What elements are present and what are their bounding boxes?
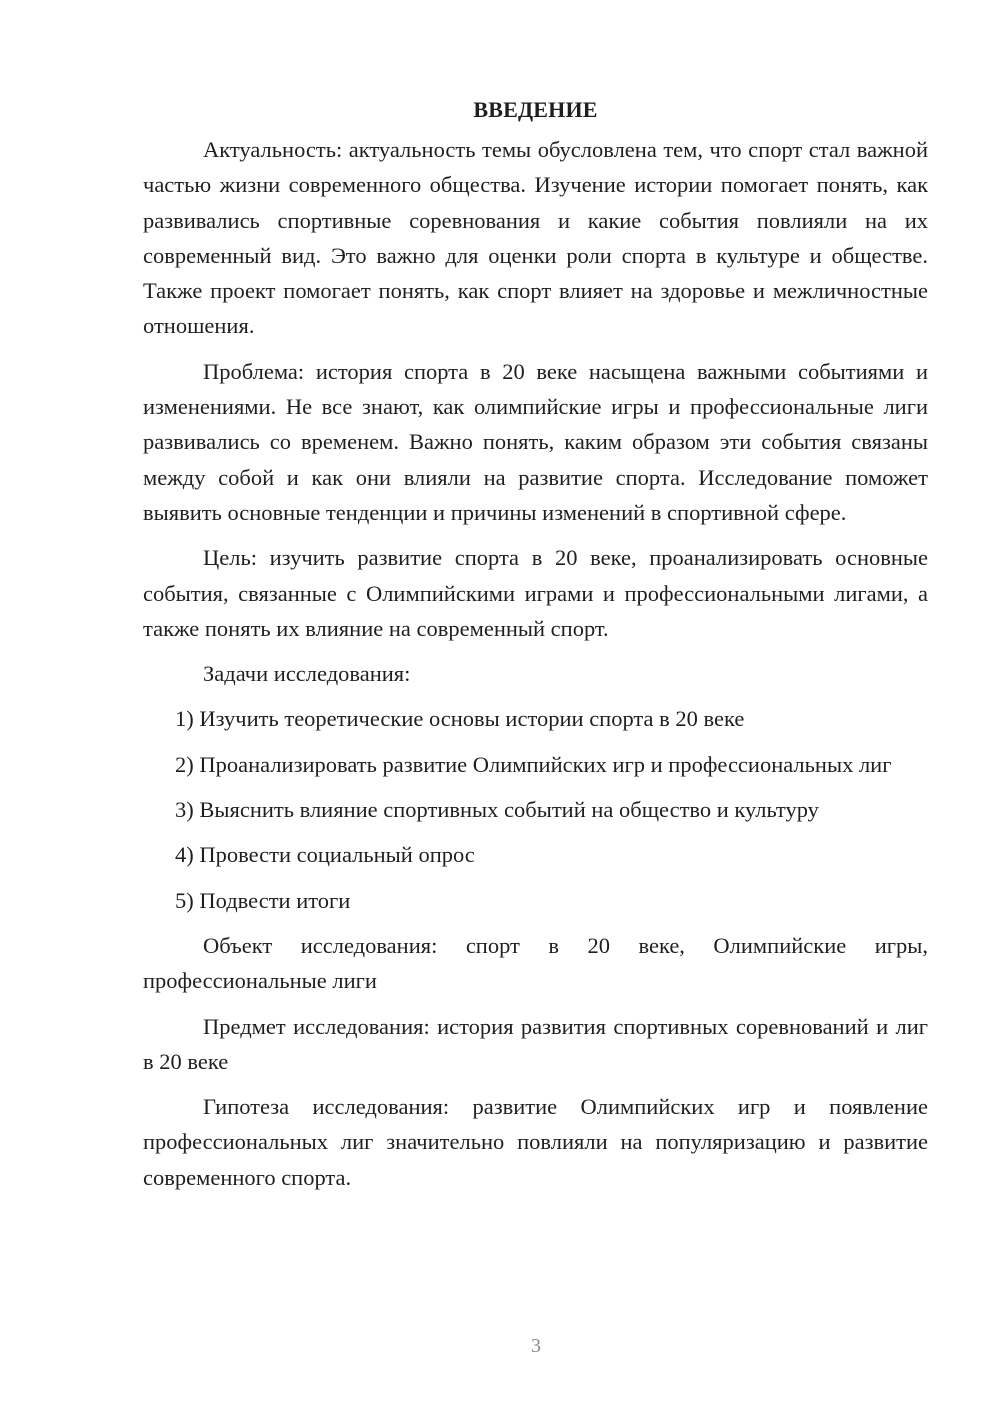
paragraph-relevance: Актуальность: актуальность темы обусловлена тем, что спорт стал важной частью жизни современного общества. Изучение истории помогает понять, как развивались спортивные соревнования и какие события повлияли на их современный вид. Это важно для оценки роли спорта в культуре и обществе. Также проект помогает понять, как спорт влияет на здоровье и межличностные отношения. bbox=[143, 137, 928, 339]
paragraph-problem: Проблема: история спорта в 20 веке насыщена важными событиями и изменениями. Не все знают, как олимпийские игры и профессиональные лиги развивались со временем. Важно понять, каким образом эти события связаны между собой и как они влияли на развитие спорта. Исследование поможет выявить основные тенденции и причины изменений в спортивной сфере. bbox=[143, 358, 928, 525]
paragraph-hypothesis: Гипотеза исследования: развитие Олимпийских игр и появление профессиональных лиг значительно повлияли на популяризацию и развитие современного спорта. bbox=[143, 1094, 928, 1190]
task-item: 2) Проанализировать развитие Олимпийских игр и профессиональных лиг bbox=[175, 751, 892, 777]
task-item: 4) Провести социальный опрос bbox=[175, 842, 475, 868]
section-title: ВВЕДЕНИЕ bbox=[473, 97, 598, 122]
paragraph-object: Объект исследования: спорт в 20 веке, Олимпийские игры, профессиональные лиги bbox=[143, 932, 928, 994]
tasks-heading: Задачи исследования: bbox=[203, 661, 411, 687]
task-item: 3) Выяснить влияние спортивных событий на общество и культуру bbox=[175, 797, 819, 823]
paragraph-subject: Предмет исследования: история развития спортивных соревнований и лиг в 20 веке bbox=[143, 1013, 928, 1074]
page-number: 3 bbox=[531, 1335, 541, 1357]
document-body bbox=[143, 92, 928, 1205]
paragraph-goal: Цель: изучить развитие спорта в 20 веке, проанализировать основные события, связанные с Олимпийскими играми и профессиональными лигами, а также понять их влияние на современный спорт. bbox=[143, 545, 928, 641]
task-item: 1) Изучить теоретические основы истории спорта в 20 веке bbox=[175, 706, 745, 732]
task-item: 5) Подвести итоги bbox=[175, 887, 351, 913]
